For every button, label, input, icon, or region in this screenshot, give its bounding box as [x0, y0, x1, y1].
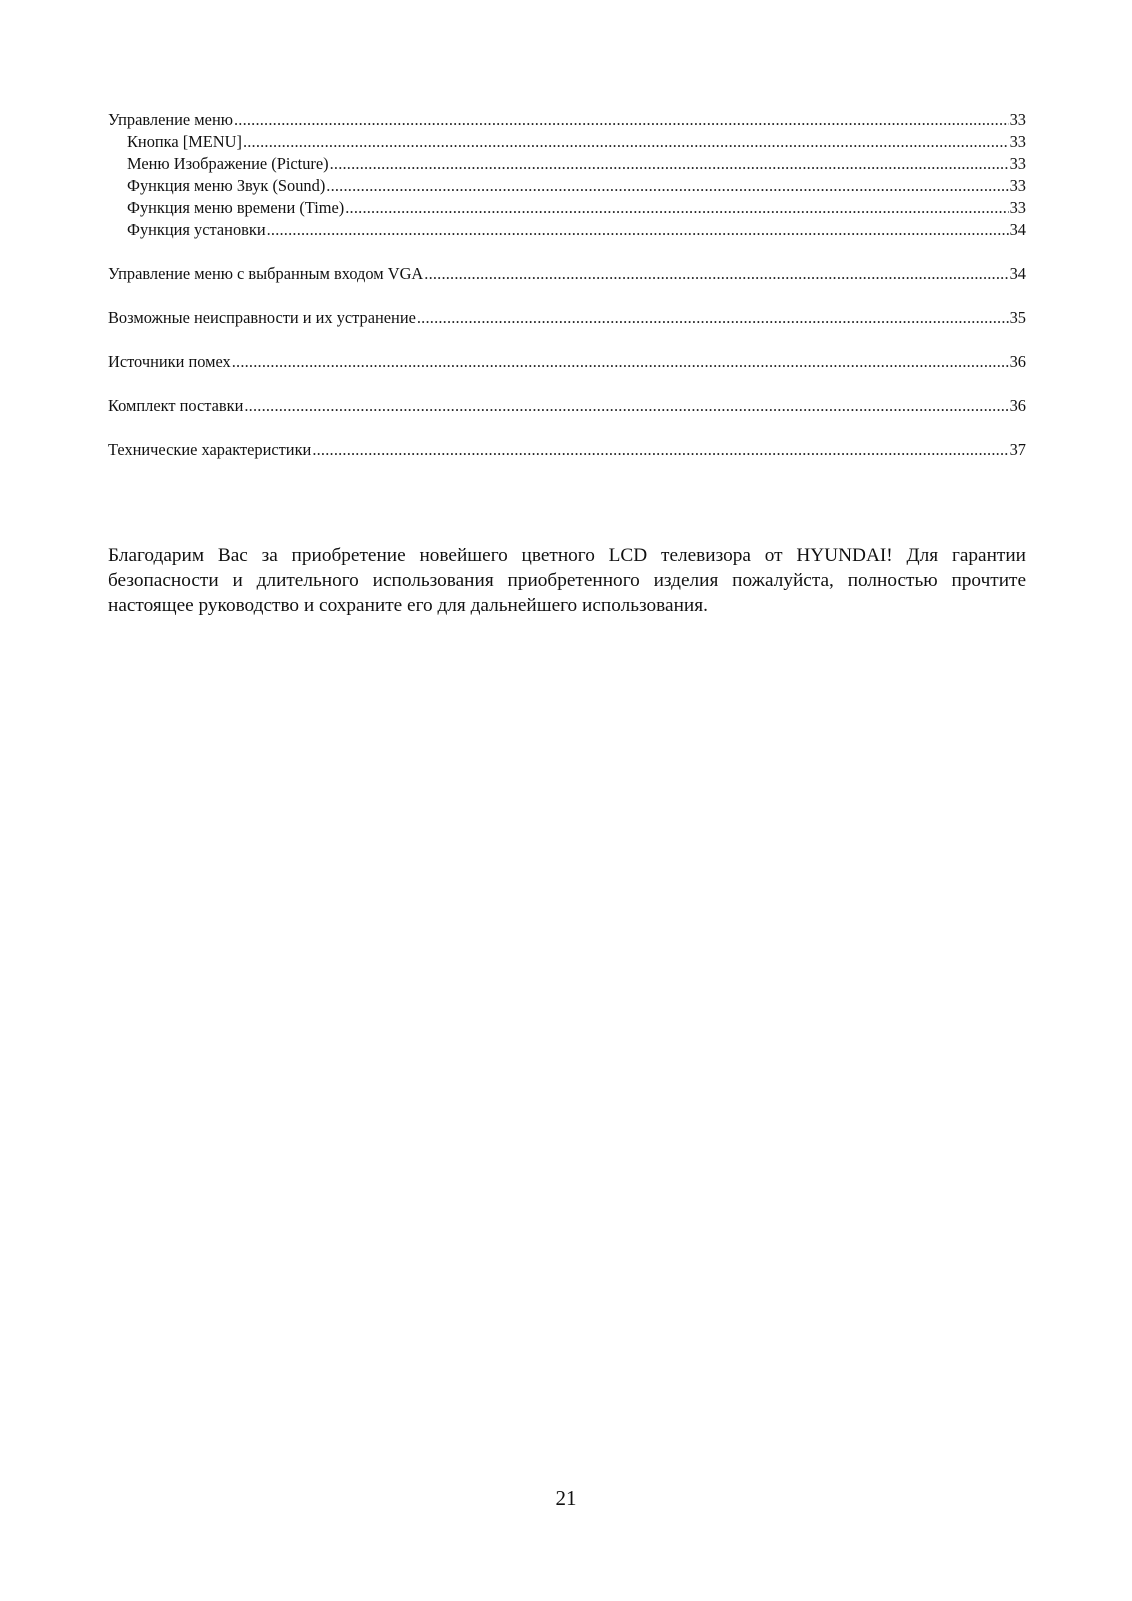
toc-leader-dots — [326, 175, 1008, 197]
toc-entry-page: 36 — [1009, 352, 1026, 371]
toc-subentry[interactable] — [108, 197, 1026, 219]
toc-entry-page: 33 — [1009, 132, 1026, 151]
toc-entry[interactable] — [108, 109, 1026, 131]
toc-entry[interactable] — [108, 395, 1026, 417]
toc-subentry[interactable] — [108, 153, 1026, 175]
toc-entry-title: Возможные неисправности и их устранение — [108, 308, 416, 327]
toc-entry-page: 37 — [1009, 440, 1026, 459]
toc-subentry[interactable] — [108, 175, 1026, 197]
toc-leader-dots — [424, 263, 1008, 285]
toc-leader-dots — [345, 197, 1008, 219]
toc-entry[interactable] — [108, 307, 1026, 329]
toc-entry[interactable] — [108, 439, 1026, 461]
toc-entry-title: Кнопка [MENU] — [127, 132, 242, 151]
toc-leader-dots — [417, 307, 1009, 329]
toc-entry-page: 34 — [1009, 220, 1026, 239]
toc-entry-page: 35 — [1009, 308, 1026, 327]
toc-leader-dots — [243, 131, 1009, 153]
toc-leader-dots — [234, 109, 1009, 131]
toc-entry[interactable] — [108, 351, 1026, 373]
toc-entry-page: 36 — [1009, 396, 1026, 415]
toc-entry-title: Меню Изображение (Picture) — [127, 154, 329, 173]
toc-leader-dots — [232, 351, 1009, 373]
toc-leader-dots — [267, 219, 1009, 241]
toc-entry-page: 33 — [1009, 198, 1026, 217]
toc-entry-title: Комплект поставки — [108, 396, 244, 415]
page-number: 21 — [555, 1486, 577, 1510]
toc-subentry[interactable] — [108, 131, 1026, 153]
toc-entry-title: Управление меню с выбранным входом VGA — [108, 264, 424, 283]
toc-entry-title: Источники помех — [108, 352, 231, 371]
toc-entry-title: Функция меню Звук (Sound) — [127, 176, 326, 195]
toc-leader-dots — [330, 153, 1009, 175]
toc-leader-dots — [244, 395, 1008, 417]
toc-entry-page: 33 — [1009, 110, 1026, 129]
toc-entry-page: 34 — [1009, 264, 1026, 283]
toc-leader-dots — [312, 439, 1008, 461]
toc-entry-title: Функция меню времени (Time) — [127, 198, 345, 217]
toc-entry-title: Функция установки — [127, 220, 266, 239]
toc-entry-title: Управление меню — [108, 110, 233, 129]
toc-entry[interactable] — [108, 263, 1026, 285]
toc-entry-title: Технические характеристики — [108, 440, 312, 459]
toc-entry-page: 33 — [1009, 176, 1026, 195]
table-of-contents — [108, 109, 1026, 461]
intro-paragraph: Благодарим Вас за приобретение новейшего цветного LCD телевизора от HYUNDAI! Для гарантии безопасности и длительного использования приобретенного изделия пожалуйста, полностью прочтите настоящее руководство и сохраните его для дальнейшего использования. — [108, 545, 1026, 616]
toc-subentry[interactable] — [108, 219, 1026, 241]
toc-entry-page: 33 — [1009, 154, 1026, 173]
